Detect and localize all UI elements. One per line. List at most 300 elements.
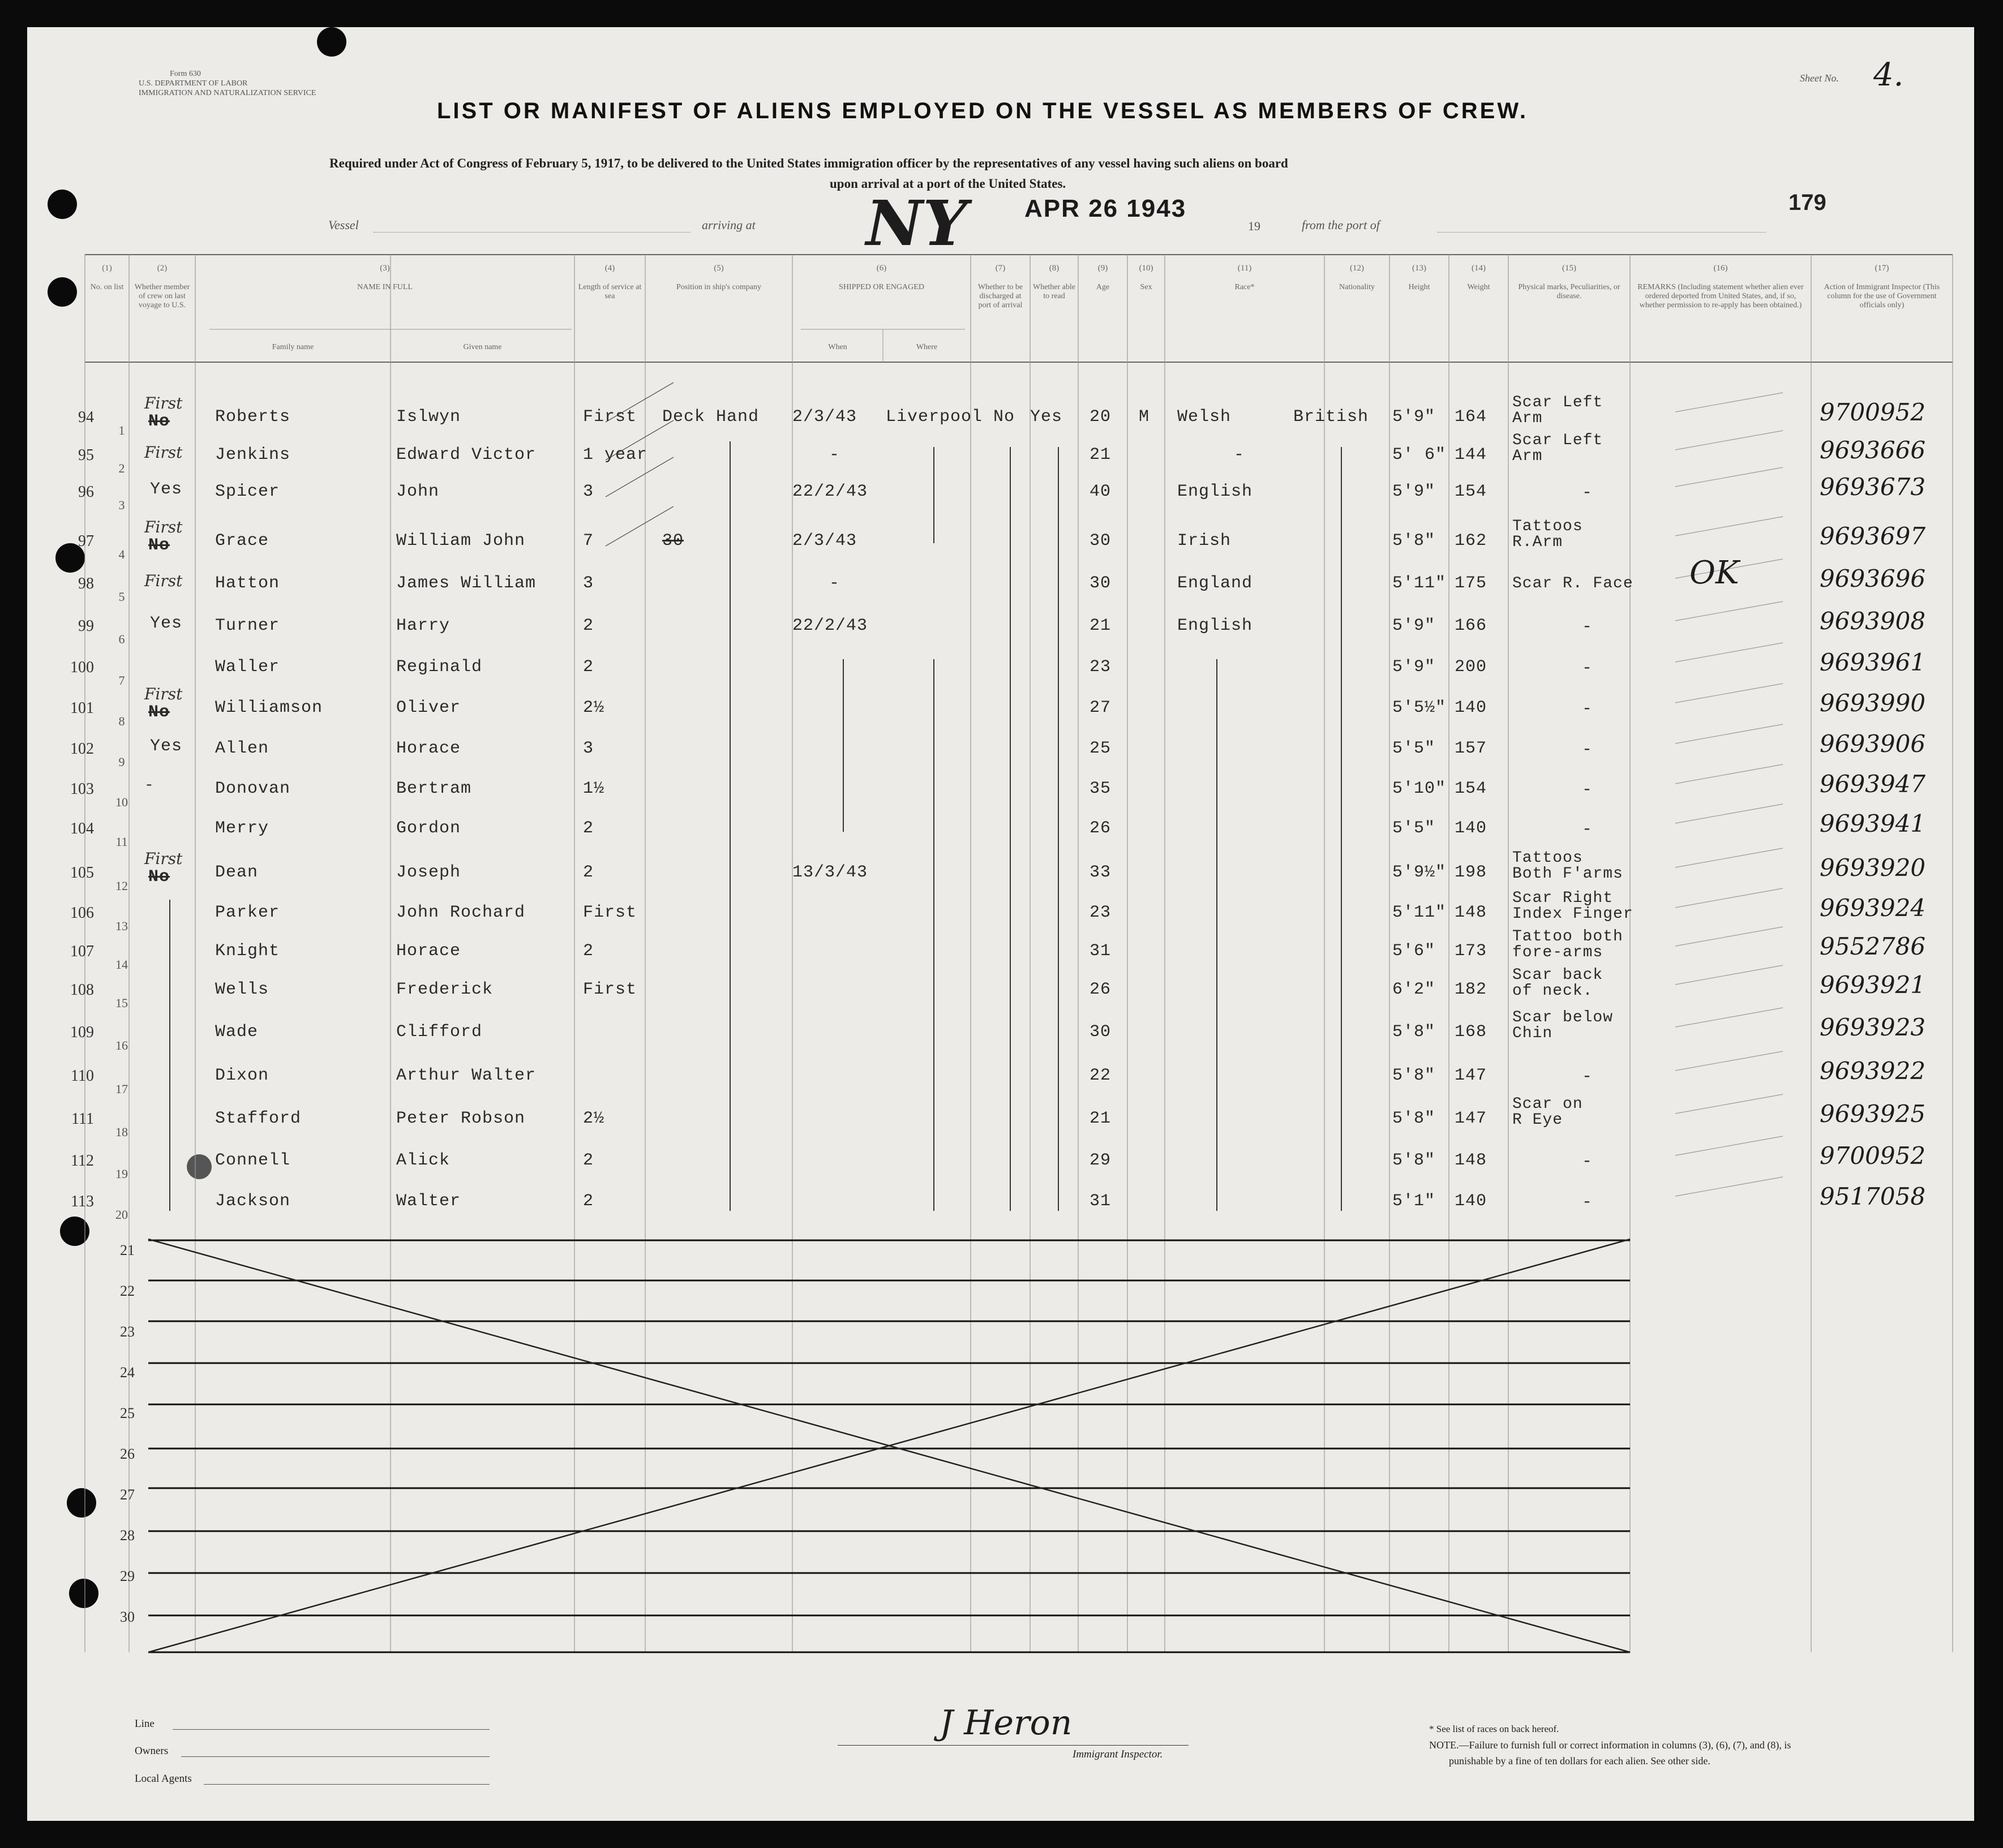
column-number: (2) [157,264,168,273]
length-of-service: First [583,980,637,999]
last-voyage-value: First [144,443,183,462]
height: 5'9½" [1392,863,1447,882]
inspector-action-number: 9693924 [1820,894,1926,922]
local-agents-field [204,1784,490,1785]
remark-tick [1675,467,1783,487]
physical-marks: - [1582,1152,1593,1171]
length-of-service: 7 [583,531,594,551]
length-of-service: 2 [583,657,594,677]
inspector-action-number: 9693922 [1820,1057,1926,1085]
row-position: 1 [118,423,125,437]
column-header: Weight [1467,283,1490,291]
age: 40 [1090,482,1112,501]
age: 30 [1090,531,1112,551]
remark-ok: OK [1689,555,1739,591]
row-position: 16 [115,1038,128,1052]
age: 25 [1090,739,1112,758]
owners-field [181,1756,490,1757]
height: 5' 6" [1392,445,1447,465]
last-voyage-value: First [144,571,183,590]
remark-tick [1675,848,1783,867]
line-number: 104 [70,820,94,837]
height: 5'8" [1392,1066,1436,1085]
remark-tick [1675,1177,1783,1196]
race: - [1234,445,1245,465]
remark-tick [1675,724,1783,744]
weight: 147 [1455,1109,1487,1128]
empty-line-number: 23 [120,1323,135,1340]
line-number: 106 [70,904,94,922]
physical-marks: - [1582,699,1593,719]
column-number: (9) [1097,264,1108,273]
last-voyage-value: First [144,849,183,868]
inspector-signature: J Heron [940,1703,1073,1743]
column-header: No. on list [90,283,124,291]
owners-label: Owners [135,1745,169,1757]
length-of-service: First [583,407,637,427]
column-header: Position in ship's company [676,283,761,291]
weight: 147 [1455,1066,1487,1085]
inspector-action-number: 9693921 [1820,971,1926,999]
given-name: Gordon [396,819,461,838]
empty-line-number: 22 [120,1283,135,1299]
row-position: 15 [115,996,128,1010]
age: 23 [1090,903,1112,922]
given-name: William John [396,531,526,551]
family-name: Wells [215,980,269,999]
family-name: Donovan [215,779,291,798]
nationality: British [1293,407,1369,427]
column-number: (5) [714,264,724,273]
weight: 154 [1455,482,1487,501]
sheet-label: Sheet No. [1800,72,1839,84]
weight: 162 [1455,531,1487,551]
empty-line-number: 27 [120,1486,135,1503]
physical-marks: Index Finger [1512,905,1633,923]
column-header: SHIPPED OR ENGAGED [839,283,924,291]
weight: 148 [1455,903,1487,922]
family-name: Waller [215,657,280,677]
length-of-service: 3 [583,574,594,593]
race: Welsh [1177,407,1232,427]
last-voyage-struck: No [148,703,170,722]
empty-line-number: 29 [120,1568,135,1584]
weight: 173 [1455,942,1487,961]
given-name: Horace [396,739,461,758]
row-position: 14 [115,957,128,972]
height: 5'8" [1392,1109,1436,1128]
physical-marks: Chin [1512,1025,1553,1042]
column-header: REMARKS (Including statement whether alien ever ordered deported from United States, and, if so, whether permission to re-apply has been obtained.) [1637,283,1804,310]
family-name: Merry [215,819,269,838]
remark-tick [1675,1008,1783,1027]
length-of-service: First [583,903,637,922]
given-name: Bertram [396,779,472,798]
given-name: Frederick [396,980,494,999]
service-name: IMMIGRATION AND NATURALIZATION SERVICE [139,89,316,97]
family-name: Grace [215,531,269,551]
empty-line-number: 28 [120,1527,135,1544]
length-of-service: 1½ [583,779,605,798]
sex: M [1139,407,1150,427]
signature-line [838,1745,1189,1746]
inspector-action-number: 9693990 [1820,689,1926,717]
length-of-service: 3 [583,482,594,501]
physical-marks: - [1582,780,1593,800]
shipped-when: 22/2/43 [792,482,868,501]
column-number: (14) [1472,264,1486,273]
inspector-action-number: 9552786 [1820,932,1926,960]
row-position: 6 [118,632,125,646]
last-voyage-value: - [144,777,155,794]
line-number: 100 [70,659,94,676]
length-of-service: 2½ [583,698,605,717]
family-name: Knight [215,942,280,961]
row-position: 18 [115,1125,128,1139]
sheet-number: 4. [1873,57,1904,93]
line-number: 112 [71,1152,94,1170]
age: 21 [1090,616,1112,635]
physical-marks: Scar R. Face [1512,575,1633,592]
inspector-action-number: 9693941 [1820,810,1926,837]
shipped-when: 2/3/43 [792,531,857,551]
last-voyage-struck: No [148,867,170,887]
given-name: Arthur Walter [396,1066,537,1085]
line-field [173,1729,490,1730]
inspector-action-number: 9700952 [1820,398,1926,426]
height: 5'5½" [1392,698,1447,717]
last-voyage-struck: No [148,536,170,555]
given-name: Clifford [396,1022,483,1042]
physical-marks: Arm [1512,410,1543,427]
height: 5'5" [1392,819,1436,838]
given-name: Harry [396,616,451,635]
column-header: Nationality [1339,283,1375,291]
remark-tick [1675,888,1783,908]
age: 27 [1090,698,1112,717]
family-name: Williamson [215,698,323,717]
inspector-label: Immigrant Inspector. [1073,1748,1163,1760]
length-of-service: 2 [583,616,594,635]
line-number: 111 [71,1110,94,1128]
weight: 154 [1455,779,1487,798]
height: 6'2" [1392,980,1436,999]
arriving-label: arriving at [702,218,756,232]
inspector-action-number: 9693673 [1820,473,1926,501]
column-header: NAME IN FULL [357,283,413,291]
row-position: 7 [118,673,125,687]
physical-marks: Tattoos [1512,518,1583,535]
weight: 200 [1455,657,1487,677]
last-voyage-struck: No [148,412,170,431]
age: 21 [1090,445,1112,465]
line-number: 99 [78,617,94,635]
physical-marks: - [1582,740,1593,759]
family-name: Jenkins [215,445,291,465]
length-of-service: 2 [583,942,594,961]
family-name: Jackson [215,1192,291,1211]
length-of-service: 2 [583,1192,594,1211]
physical-marks: - [1582,483,1593,502]
weight: 198 [1455,863,1487,882]
remark-tick [1675,393,1783,412]
race: England [1177,574,1253,593]
given-name: John [396,482,440,501]
race: English [1177,482,1253,501]
physical-marks: - [1582,617,1593,637]
penalty-note: NOTE.—Failure to furnish full or correct information in columns (3), (6), (7), and (8), is [1429,1739,1791,1751]
height: 5'6" [1392,942,1436,961]
height: 5'1" [1392,1192,1436,1211]
column-subheader: Where [916,343,938,351]
row-position: 17 [115,1082,128,1096]
inspector-action-number: 9693906 [1820,730,1926,758]
row-position: 13 [115,919,128,933]
column-header: Race* [1234,283,1255,291]
shipped-when: - [829,445,840,465]
given-name: Islwyn [396,407,461,427]
physical-marks: Scar below [1512,1009,1614,1026]
length-of-service: 3 [583,739,594,758]
line-number: 113 [71,1193,94,1210]
shipped-when: 13/3/43 [792,863,868,882]
family-name: Parker [215,903,280,922]
length-of-service: 2 [583,863,594,882]
length-of-service: 2½ [583,1109,605,1128]
given-name: Walter [396,1192,461,1211]
age: 31 [1090,1192,1112,1211]
empty-line-number: 24 [120,1364,135,1381]
column-number: (10) [1139,264,1153,273]
able-to-read-value: Yes [1030,407,1063,427]
inspector-action-number: 9693947 [1820,770,1926,798]
line-number: 109 [70,1024,94,1041]
column-number: (12) [1350,264,1364,273]
remark-tick [1675,643,1783,662]
remark-tick [1675,601,1783,621]
physical-marks: Tattoo both [1512,928,1623,946]
weight: 164 [1455,407,1487,427]
row-position: 12 [115,879,128,893]
arriving-port-handwritten: NY [866,187,968,260]
manifest-subtitle: Required under Act of Congress of February 5, 1917, to be delivered to the United States immigration officer by the representatives of any vessel having such aliens on board [329,156,1288,170]
inspector-action-number: 9693666 [1820,436,1926,464]
weight: 140 [1455,1192,1487,1211]
shipped-when: 22/2/43 [792,616,868,635]
empty-line-number: 30 [120,1609,135,1625]
column-number: (1) [102,264,112,273]
column-header: Age [1096,283,1110,291]
given-name: Edward Victor [396,445,537,465]
row-position: 19 [115,1167,128,1181]
vessel-label: Vessel [328,218,359,232]
age: 30 [1090,574,1112,593]
inspector-action-number: 9693920 [1820,854,1926,882]
shipped-when: 2/3/43 [792,407,857,427]
column-header: Sex [1140,283,1152,291]
physical-marks: Scar on [1512,1095,1583,1113]
manifest-title: LIST OR MANIFEST OF ALIENS EMPLOYED ON THE VESSEL AS MEMBERS OF CREW. [437,98,1528,123]
line-number: 102 [70,740,94,758]
inspector-action-number: 9693925 [1820,1100,1926,1128]
column-header: Whether to be discharged at port of arrival [977,283,1023,310]
empty-line-number: 26 [120,1446,135,1462]
column-header: Whether able to read [1032,283,1075,300]
line-number: 97 [78,532,94,550]
form-number: Form 630 [170,70,201,78]
age: 21 [1090,1109,1112,1128]
physical-marks: - [1582,659,1593,678]
row-position: 5 [118,590,125,604]
height: 5'9" [1392,616,1436,635]
height: 5'9" [1392,657,1436,677]
year-label: 19 [1248,219,1260,233]
inspector-action-number: 9693696 [1820,565,1926,592]
column-number: (8) [1049,264,1060,273]
row-position: 8 [118,714,125,728]
ship-position: Deck Hand [662,407,760,427]
column-subheader: Given name [463,343,502,351]
physical-marks: Arm [1512,448,1543,465]
races-note: * See list of races on back hereof. [1429,1724,1559,1734]
column-number: (4) [604,264,615,273]
given-name: James William [396,574,537,593]
given-name: Peter Robson [396,1109,526,1128]
age: 31 [1090,942,1112,961]
height: 5'10" [1392,779,1447,798]
last-voyage-value: Yes [150,614,183,633]
empty-line-number: 25 [120,1405,135,1421]
arrival-date-stamp: APR 26 1943 [1024,195,1187,222]
last-voyage-value: First [144,685,183,703]
row-position: 20 [115,1207,128,1222]
family-name: Connell [215,1151,291,1170]
penalty-note-2: punishable by a fine of ten dollars for each alien. See other side. [1449,1755,1710,1767]
line-number: 94 [78,409,94,426]
inspector-action-number: 9693961 [1820,648,1926,676]
row-position: 4 [118,547,125,561]
family-name: Dean [215,863,259,882]
given-name: Oliver [396,698,461,717]
inspector-action-number: 9693697 [1820,522,1926,550]
column-header: Physical marks, Peculiarities, or disease. [1518,283,1620,300]
column-number: (11) [1237,264,1252,273]
age: 20 [1090,407,1112,427]
height: 5'8" [1392,531,1436,551]
column-number: (15) [1562,264,1576,273]
age: 30 [1090,1022,1112,1042]
height: 5'5" [1392,739,1436,758]
ship-position: 30 [662,531,684,551]
remark-tick [1675,1094,1783,1114]
height: 5'11" [1392,574,1447,593]
from-port-label: from the port of [1302,218,1380,232]
weight: 166 [1455,616,1487,635]
column-header: Action of Immigrant Inspector (This column for the use of Government officials only) [1824,283,1940,310]
line-number: 108 [70,981,94,999]
physical-marks: Scar Left [1512,432,1603,449]
length-of-service: 2 [583,1151,594,1170]
physical-marks: fore-arms [1512,944,1603,961]
age: 33 [1090,863,1112,882]
age: 22 [1090,1066,1112,1085]
weight: 175 [1455,574,1487,593]
remark-tick [1675,1051,1783,1071]
line-number: 105 [70,864,94,882]
family-name: Roberts [215,407,291,427]
height: 5'9" [1392,407,1436,427]
weight: 144 [1455,445,1487,465]
line-number: 96 [78,483,94,501]
length-of-service: 1 year [583,445,648,465]
remark-tick [1675,764,1783,784]
weight: 148 [1455,1151,1487,1170]
line-label: Line [135,1718,155,1730]
discharged-value: No [993,407,1015,427]
remark-tick [1675,684,1783,703]
height: 5'8" [1392,1022,1436,1042]
race: Irish [1177,531,1232,551]
race: English [1177,616,1253,635]
empty-line-number: 21 [120,1242,135,1258]
column-number: (13) [1412,264,1426,273]
column-number: (16) [1713,264,1728,273]
family-name: Stafford [215,1109,302,1128]
line-number: 95 [78,446,94,464]
weight: 157 [1455,739,1487,758]
line-number: 101 [70,699,94,717]
family-name: Turner [215,616,280,635]
row-position: 10 [115,795,128,809]
remark-tick [1675,965,1783,985]
column-number: (17) [1875,264,1889,273]
column-number: (3) [380,264,390,273]
last-voyage-value: First [144,518,183,536]
given-name: Alick [396,1151,451,1170]
inspector-action-number: 9693908 [1820,607,1926,635]
physical-marks: Scar Right [1512,889,1614,907]
family-name: Allen [215,739,269,758]
column-subheader: Family name [272,343,314,351]
line-number: 110 [71,1067,94,1085]
family-name: Spicer [215,482,280,501]
family-name: Hatton [215,574,280,593]
height: 5'11" [1392,903,1447,922]
physical-marks: R Eye [1512,1111,1563,1129]
given-name: Joseph [396,863,461,882]
shipped-where: Liverpool [886,407,983,427]
inspector-action-number: 9517058 [1820,1183,1926,1210]
physical-marks: of neck. [1512,982,1593,1000]
last-voyage-value: First [144,394,183,412]
age: 26 [1090,819,1112,838]
given-name: Horace [396,942,461,961]
age: 29 [1090,1151,1112,1170]
weight: 140 [1455,819,1487,838]
line-number: 103 [70,780,94,798]
last-voyage-value: Yes [150,737,183,756]
given-name: John Rochard [396,903,526,922]
row-position: 9 [118,755,125,769]
column-header: Length of service at sea [578,283,642,300]
row-position: 2 [118,461,125,475]
height: 5'8" [1392,1151,1436,1170]
column-subheader: When [828,343,847,351]
line-number: 98 [78,575,94,592]
remark-tick [1675,517,1783,536]
column-header: Height [1408,283,1430,291]
column-number: (7) [995,264,1006,273]
